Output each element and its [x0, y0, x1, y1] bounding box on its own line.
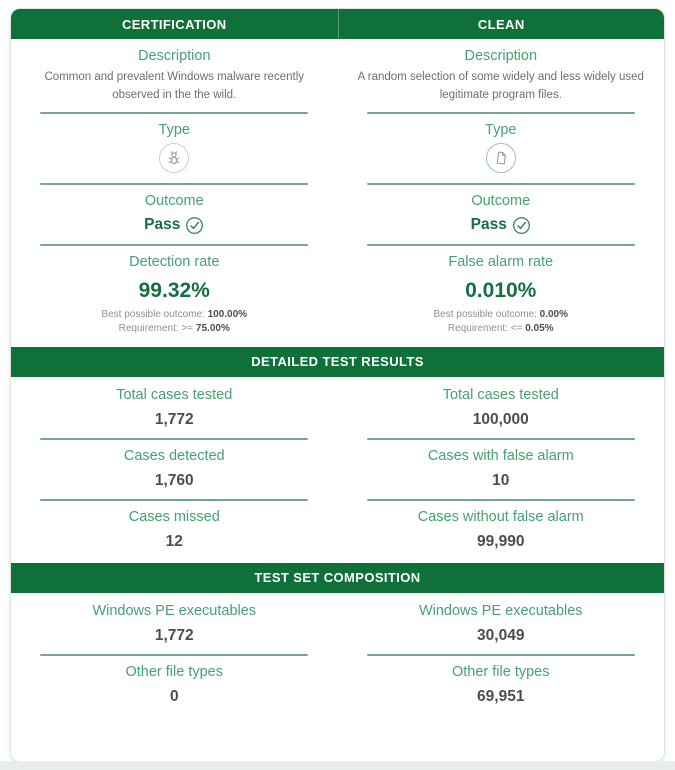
divider: [40, 244, 308, 246]
description-text-left: Common and prevalent Windows malware recently observed in the the wild.: [44, 71, 304, 101]
composition-value: 1,772: [154, 626, 194, 644]
outcome-pass-right: [471, 212, 531, 237]
composition-value: 0: [169, 687, 179, 705]
clean-file-icon: [486, 143, 516, 173]
best-outcome-label: Best possible outcome:: [433, 308, 537, 320]
rate-label-row: [11, 252, 664, 273]
description-label-right: Description: [464, 48, 538, 64]
type-label-row: [11, 120, 664, 141]
requirement-label: Requirement: >=: [118, 323, 194, 335]
outcome-pass-left: [144, 212, 204, 237]
description-text-row: [11, 67, 664, 105]
divider: [40, 183, 308, 185]
divider: [367, 654, 635, 656]
outcome-label-row: [11, 191, 664, 212]
fine-print-left: [11, 308, 338, 337]
outcome-pass-text: Pass: [144, 216, 181, 234]
detection-rate-label: Detection rate: [129, 253, 220, 270]
divider: [40, 112, 308, 114]
false-alarm-rate-value: 0.010%: [465, 278, 537, 302]
type-label-right: Type: [485, 121, 517, 138]
divider: [40, 654, 308, 656]
detail-label: Cases detected: [123, 447, 225, 464]
outcome-pass-text: Pass: [470, 216, 507, 234]
false-alarm-rate-label: False alarm rate: [448, 253, 554, 270]
divider-row: [11, 237, 664, 252]
detail-value: 12: [165, 532, 183, 550]
detailed-test-results-banner: DETAILED TEST RESULTS: [11, 347, 664, 377]
certification-report-card: [10, 8, 665, 762]
rate-value-row: [11, 273, 664, 308]
requirement-value: 75.00%: [195, 323, 230, 335]
type-label-left: Type: [158, 121, 190, 138]
detail-row: [11, 377, 664, 403]
divider-row: [11, 176, 664, 191]
divider-row: [11, 105, 664, 120]
composition-row: [11, 593, 664, 619]
requirement-label: Requirement: <=: [447, 323, 523, 335]
composition-label: Other file types: [451, 663, 550, 680]
outcome-value-row: [11, 212, 664, 237]
best-outcome-value: 100.00%: [207, 308, 248, 320]
detail-row: [11, 507, 664, 525]
divider-row: [11, 431, 664, 446]
divider: [367, 244, 635, 246]
requirement-value: 0.05%: [525, 323, 554, 335]
composition-label: Other file types: [125, 663, 223, 680]
detail-value: 10: [492, 471, 510, 489]
divider: [367, 112, 635, 114]
detail-label: Cases missed: [128, 508, 220, 525]
certification-header: CERTIFICATION: [121, 16, 227, 32]
divider: [367, 438, 635, 440]
test-set-composition-banner: TEST SET COMPOSITION: [11, 563, 664, 593]
description-label-row: [11, 39, 664, 67]
divider-row: [11, 647, 664, 662]
description-label-left: Description: [137, 48, 211, 64]
divider-row: [11, 492, 664, 507]
detail-value: 100,000: [472, 410, 529, 428]
composition-value: 30,049: [477, 626, 525, 644]
outcome-label-left: Outcome: [144, 192, 204, 209]
detail-label: Total cases tested: [442, 386, 559, 403]
fine-print-row: [11, 308, 664, 337]
divider: [367, 183, 635, 185]
detail-label: Cases with false alarm: [427, 447, 574, 464]
detection-rate-value: 99.32%: [138, 278, 210, 302]
clean-header: CLEAN: [338, 9, 665, 39]
malware-bug-icon: [159, 143, 189, 173]
description-text-right: A random selection of some widely and less widely used legitimate program files.: [357, 71, 644, 101]
composition-label: Windows PE executables: [92, 602, 257, 619]
composition-value-row: [11, 680, 664, 708]
best-outcome-label: Best possible outcome:: [101, 308, 205, 320]
detail-value: 1,760: [154, 471, 194, 489]
detail-value-row: [11, 464, 664, 492]
type-icon-row: [11, 141, 664, 176]
detail-value: 99,990: [477, 532, 525, 550]
detail-value-row: [11, 403, 664, 431]
detail-label: Total cases tested: [116, 386, 233, 403]
divider: [40, 499, 308, 501]
composition-value: 69,951: [477, 687, 525, 705]
detail-value: 1,772: [154, 410, 194, 428]
check-circle-icon: [512, 216, 531, 235]
divider: [40, 438, 308, 440]
composition-value-row: [11, 619, 664, 647]
composition-label: Windows PE executables: [418, 602, 583, 619]
detail-row: [11, 446, 664, 464]
outcome-label-right: Outcome: [471, 192, 531, 209]
best-outcome-value: 0.00%: [539, 308, 569, 320]
detail-label: Cases without false alarm: [417, 508, 584, 525]
page-background-strip: [0, 761, 675, 770]
column-headers: [11, 9, 664, 39]
fine-print-right: [338, 308, 665, 337]
check-circle-icon: [185, 216, 204, 235]
divider: [367, 499, 635, 501]
detail-value-row: [11, 525, 664, 553]
composition-row: [11, 662, 664, 680]
